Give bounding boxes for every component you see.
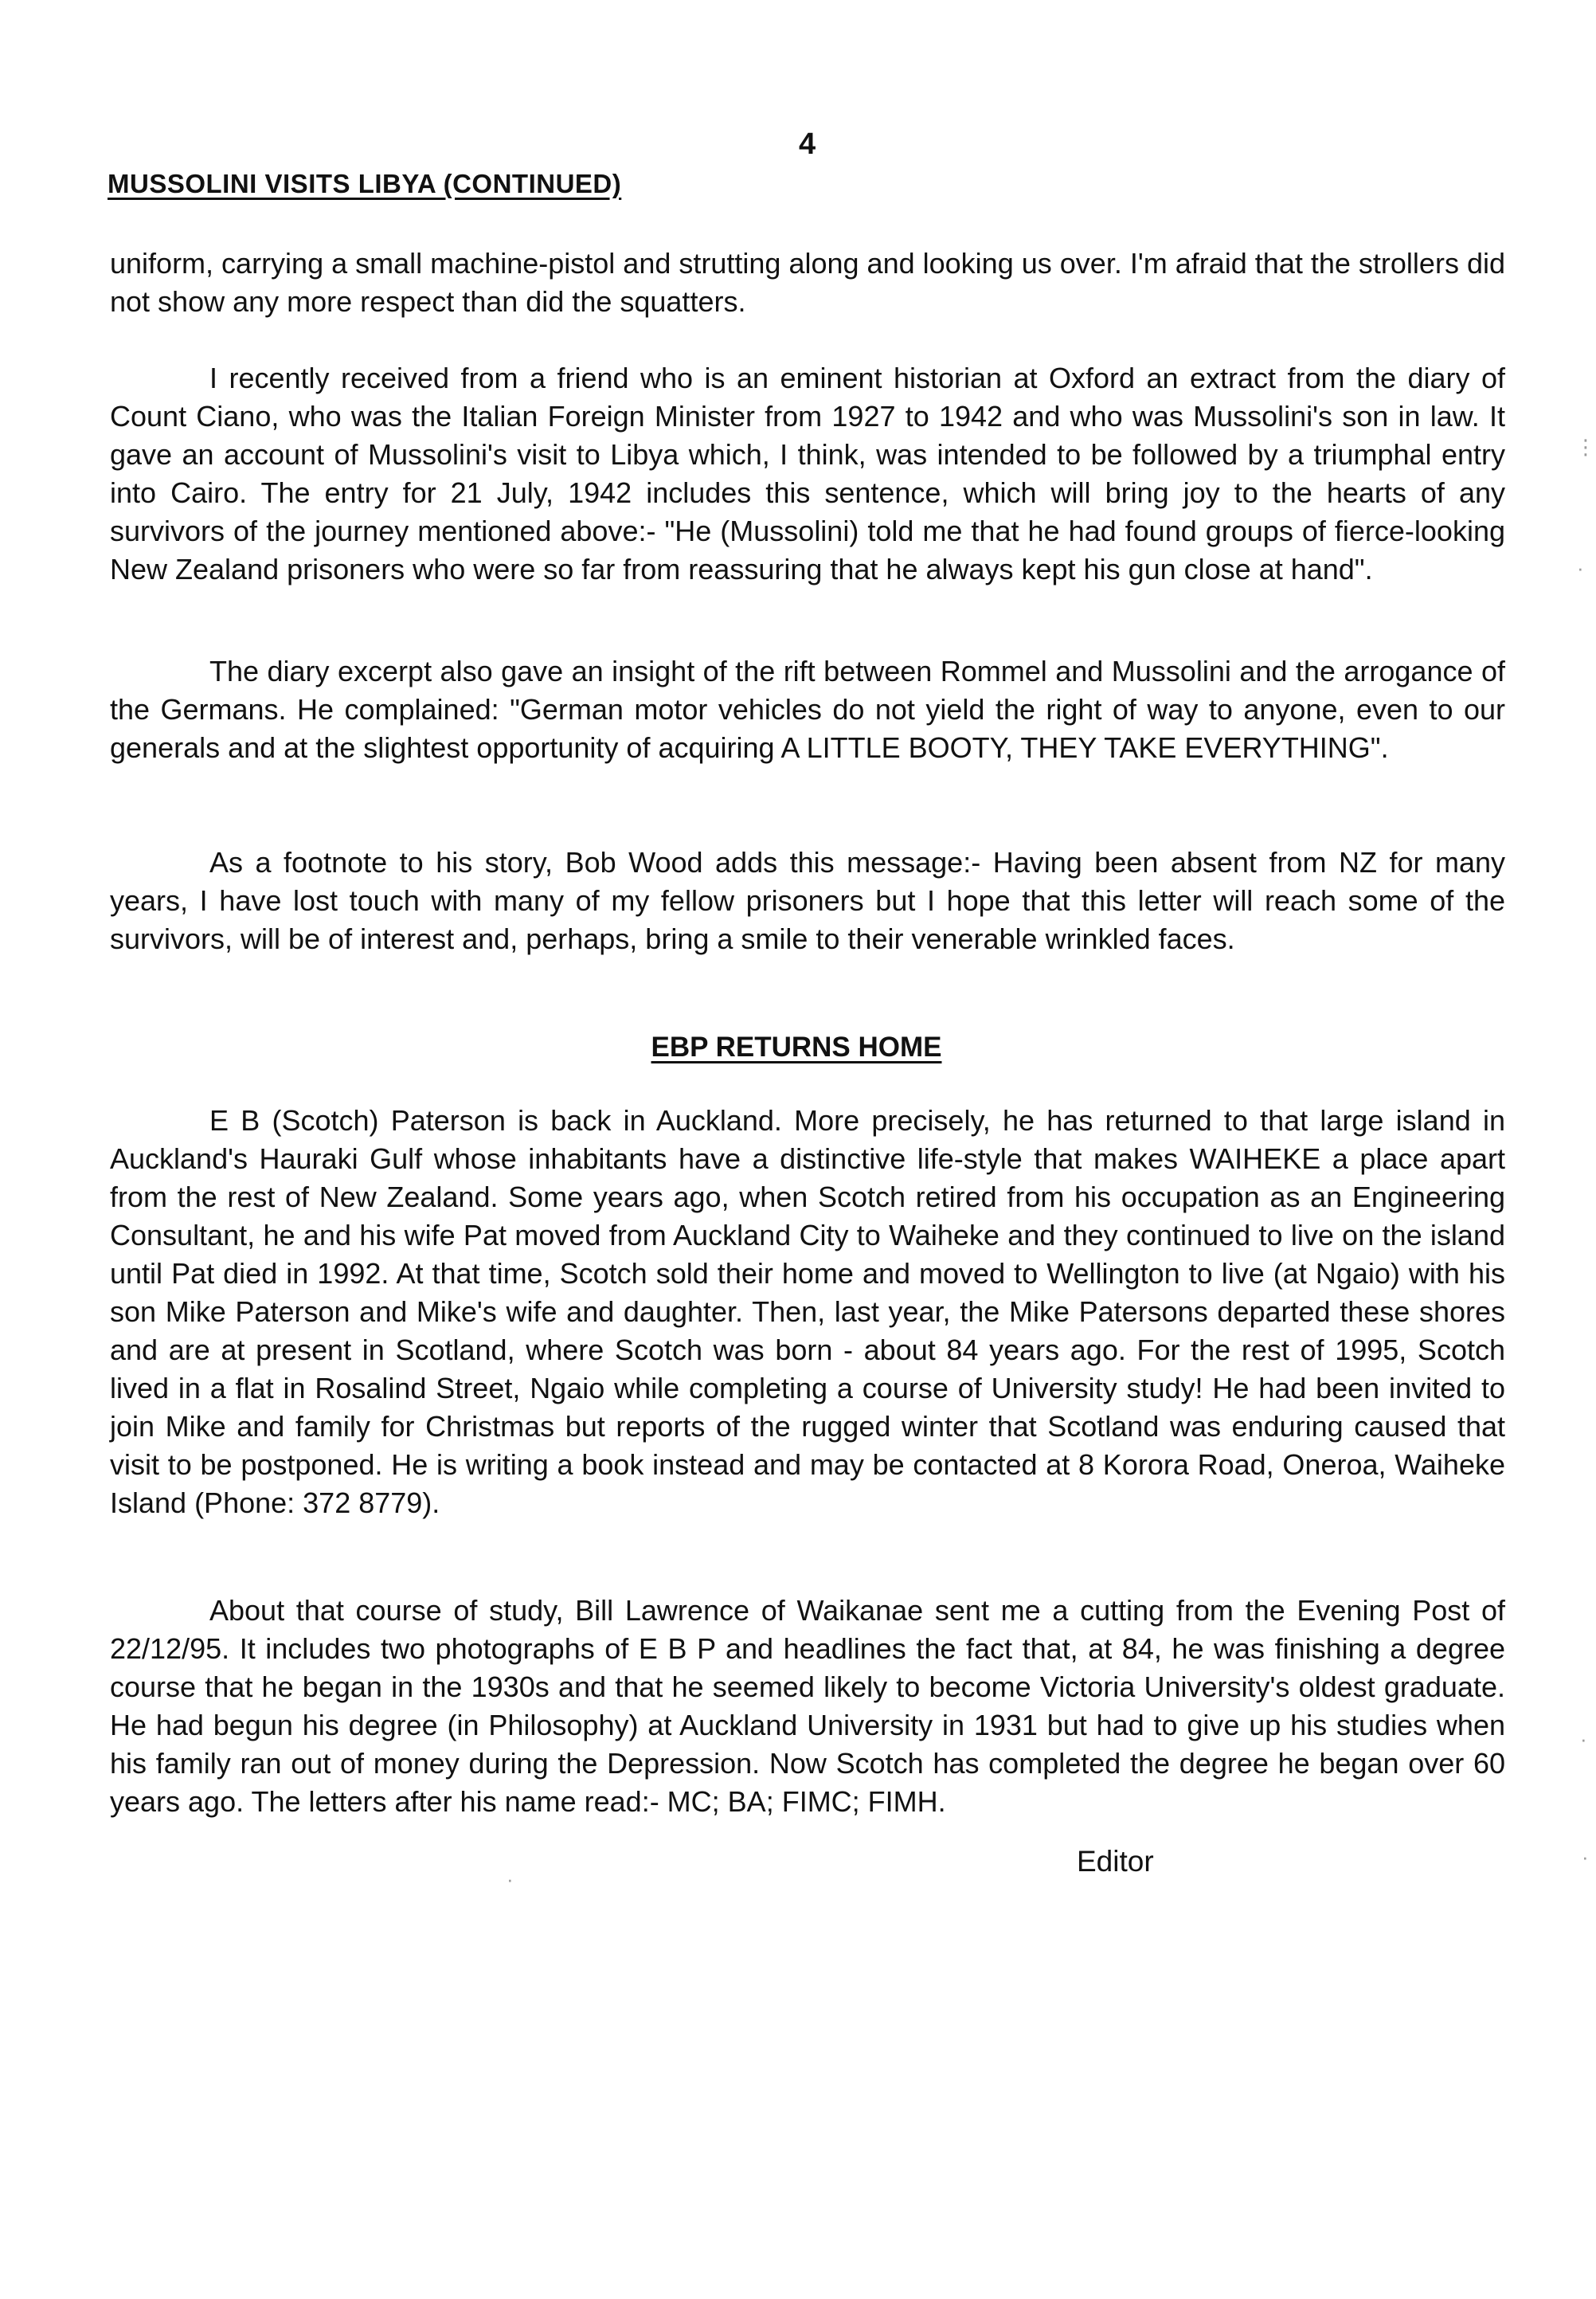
paragraph-course-of-study: About that course of study, Bill Lawrence of Waikanae sent me a cutting from the Evening Post of 22/12/95. It includes two photographs of E B P and headlines the fact that, at 84, he was finishing a degree course that he began in the 1930s and that he seemed likely to become Victoria University's oldest graduate. He had begun his degree (in Philosophy) at Auckland University in 1931 but had to give up his studies when his family ran out of money during the Depression. Now Scotch has completed the degree he began over 60 years ago. The letters after his name read:- MC; BA; FIMC; FIMH.	[110, 1594, 1505, 1818]
scan-speck: ·	[1580, 1727, 1587, 1751]
scan-speck: ·	[1582, 1845, 1589, 1869]
paragraph-scotch-paterson: E B (Scotch) Paterson is back in Auckland. More precisely, he has returned to that large island in Auckland's Hauraki Gulf whose inhabitants have a distinctive life-style that makes WAIHEKE a place apart from the rest of New Zealand. Some years ago, when Scotch retired from his occupation as an Engineering Consultant, he and his wife Pat moved from Auckland City to Waiheke and they continued to live on the island until Pat died in 1992. At that time, Scotch sold their home and moved to Wellington to live (at Ngaio) with his son Mike Paterson and Mike's wife and daughter. Then, last year, the Mike Patersons departed these shores and are at present in Scotland, where Scotch was born - about 84 years ago. For the rest of 1995, Scotch lived in a flat in Rosalind Street, Ngaio while completing a course of University study! He had been invited to join Mike and family for Christmas but reports of the rugged winter that Scotland was enduring caused that visit to be postponed. He is writing a book instead and may be contacted at 8 Korora Road, Oneroa, Waiheke Island (Phone: 372 8779).	[110, 1104, 1505, 1519]
section-heading-ebp-returns-home: EBP RETURNS HOME	[651, 1032, 942, 1063]
paragraph-bob-wood-footnote: As a footnote to his story, Bob Wood adds this message:- Having been absent from NZ for many years, I have lost touch with many of my fellow prisoners but I hope that this letter will reach some of the survivors, will be of interest and, perhaps, bring a smile to their venerable wrinkled faces.	[110, 846, 1505, 955]
paragraph-rommel-rift: The diary excerpt also gave an insight of the rift between Rommel and Mussolini and the arrogance of the Germans. He complained: "German motor vehicles do not yield the right of way to anyone, even to our generals and at the slightest opportunity of acquiring A LITTLE BOOTY, THEY TAKE EVERYTHING".	[110, 655, 1505, 764]
paragraph-ciano-diary: I recently received from a friend who is an eminent historian at Oxford an extract from the diary of Count Ciano, who was the Italian Foreign Minister from 1927 to 1942 and who was Mussolini's son in law. It gave an account of Mussolini's visit to Libya which, I think, was intended to be followed by a triumphal entry into Cairo. The entry for 21 July, 1942 includes this sentence, which will bring joy to the hearts of any survivors of the journey mentioned above:- "He (Mussolini) told me that he had found groups of fierce-looking New Zealand prisoners who were so far from reassuring that he always kept his gun close at hand".	[110, 362, 1505, 586]
scan-speck: ⋮	[1575, 435, 1596, 459]
editor-signature: Editor	[1077, 1845, 1154, 1878]
paragraph-continuation: uniform, carrying a small machine-pistol and strutting along and looking us over. I'm afraid that the strollers did not show any more respect than did the squatters.	[110, 247, 1505, 318]
scan-speck: ·	[507, 1867, 514, 1891]
section-heading-mussolini-continued: MUSSOLINI VISITS LIBYA (CONTINUED)	[108, 169, 622, 198]
scan-speck: ·	[1577, 556, 1584, 580]
page-number: 4	[799, 127, 816, 161]
